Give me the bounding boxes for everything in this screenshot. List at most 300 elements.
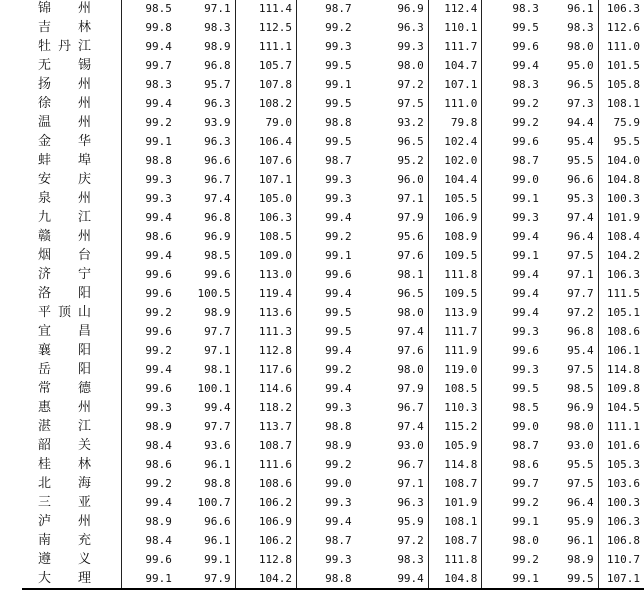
- index-value-cell: 104.4: [428, 170, 482, 189]
- index-value-cell: 108.5: [428, 379, 482, 398]
- index-value-cell: 96.7: [204, 173, 231, 186]
- index-value-cell: 104.0: [598, 151, 644, 170]
- index-value-cell: 98.5: [567, 382, 594, 395]
- index-value-cell: 99.1: [204, 553, 231, 566]
- index-value-cell: 99.5: [296, 303, 355, 322]
- index-value-cell: 93.0: [567, 439, 594, 452]
- city-name-cell: 济宁: [38, 267, 92, 282]
- index-value-cell: 99.1: [122, 569, 176, 589]
- index-value-cell: 98.0: [567, 420, 594, 433]
- index-value-cell: 104.2: [235, 569, 296, 589]
- index-value-cell: 99.6: [482, 37, 543, 56]
- index-value-cell: 98.0: [482, 531, 543, 550]
- index-value-cell: 99.3: [122, 398, 176, 417]
- index-value-cell: 104.2: [598, 246, 644, 265]
- index-value-cell: 96.0: [397, 173, 424, 186]
- table-row: [22, 265, 644, 284]
- index-value-cell: 107.6: [235, 151, 296, 170]
- index-value-cell: 98.7: [296, 151, 355, 170]
- index-value-cell: 97.2: [567, 306, 594, 319]
- index-value-cell: 108.4: [598, 227, 644, 246]
- index-value-cell: 97.4: [397, 420, 424, 433]
- index-value-cell: 98.8: [296, 417, 355, 436]
- index-value-cell: 104.5: [598, 398, 644, 417]
- index-value-cell: 105.5: [428, 189, 482, 208]
- index-value-cell: 96.8: [204, 211, 231, 224]
- index-value-cell: 110.7: [598, 550, 644, 569]
- city-name-cell: 襄阳: [38, 343, 92, 358]
- index-value-cell: 97.1: [204, 344, 231, 357]
- city-name-cell: 牡丹江: [38, 39, 92, 54]
- index-value-cell: 99.6: [204, 268, 231, 281]
- index-value-cell: 99.1: [122, 132, 176, 151]
- index-value-cell: 113.9: [428, 303, 482, 322]
- index-value-cell: 99.4: [482, 227, 543, 246]
- index-value-cell: 111.4: [235, 0, 296, 18]
- index-value-cell: 99.5: [296, 322, 355, 341]
- index-value-cell: 98.9: [122, 417, 176, 436]
- index-value-cell: 99.4: [122, 94, 176, 113]
- index-value-cell: 79.0: [235, 113, 296, 132]
- index-value-cell: 99.4: [122, 246, 176, 265]
- index-value-cell: 101.5: [598, 56, 644, 75]
- city-price-index-table: [22, 0, 644, 590]
- table-row: [22, 341, 644, 360]
- index-value-cell: 93.0: [397, 439, 424, 452]
- index-value-cell: 99.0: [482, 170, 543, 189]
- index-value-cell: 99.5: [296, 56, 355, 75]
- index-value-cell: 97.1: [397, 477, 424, 490]
- index-value-cell: 99.4: [204, 401, 231, 414]
- table-row: [22, 208, 644, 227]
- index-value-cell: 99.4: [356, 569, 429, 589]
- index-value-cell: 111.8: [428, 550, 482, 569]
- index-value-cell: 99.4: [296, 512, 355, 531]
- index-value-cell: 99.3: [482, 322, 543, 341]
- index-value-cell: 99.4: [122, 37, 176, 56]
- index-value-cell: 99.4: [482, 303, 543, 322]
- index-value-cell: 96.1: [204, 534, 231, 547]
- index-value-cell: 104.8: [598, 170, 644, 189]
- index-value-cell: 97.6: [397, 344, 424, 357]
- index-value-cell: 99.0: [296, 474, 355, 493]
- index-value-cell: 114.8: [428, 455, 482, 474]
- index-value-cell: 99.1: [482, 246, 543, 265]
- city-name-cell: 烟台: [38, 248, 92, 263]
- city-name-cell: 扬州: [38, 77, 92, 92]
- index-value-cell: 96.6: [204, 154, 231, 167]
- index-value-cell: 97.4: [397, 325, 424, 338]
- index-value-cell: 99.3: [296, 398, 355, 417]
- city-name-cell: 岳阳: [38, 362, 92, 377]
- city-name-cell: 常德: [38, 381, 92, 396]
- index-value-cell: 99.3: [296, 550, 355, 569]
- index-value-cell: 115.2: [428, 417, 482, 436]
- index-value-cell: 99.2: [122, 474, 176, 493]
- city-name-cell: 遵义: [38, 552, 92, 567]
- index-value-cell: 95.9: [567, 515, 594, 528]
- table-row: [22, 322, 644, 341]
- index-value-cell: 98.1: [397, 268, 424, 281]
- index-value-cell: 107.8: [235, 75, 296, 94]
- city-name-cell: 宜昌: [38, 324, 92, 339]
- index-value-cell: 97.5: [567, 363, 594, 376]
- index-value-cell: 95.5: [567, 458, 594, 471]
- index-value-cell: 114.6: [235, 379, 296, 398]
- index-value-cell: 99.2: [122, 303, 176, 322]
- index-value-cell: 99.3: [397, 40, 424, 53]
- index-value-cell: 99.3: [122, 189, 176, 208]
- index-value-cell: 93.9: [204, 116, 231, 129]
- table-row: [22, 189, 644, 208]
- index-value-cell: 99.4: [296, 284, 355, 303]
- index-value-cell: 99.6: [122, 265, 176, 284]
- index-value-cell: 98.6: [122, 227, 176, 246]
- index-value-cell: 99.3: [296, 170, 355, 189]
- index-value-cell: 99.2: [296, 455, 355, 474]
- index-value-cell: 98.9: [567, 553, 594, 566]
- index-value-cell: 96.5: [567, 78, 594, 91]
- index-value-cell: 95.4: [567, 135, 594, 148]
- index-value-cell: 99.1: [296, 75, 355, 94]
- index-value-cell: 96.3: [397, 496, 424, 509]
- index-value-cell: 93.2: [397, 116, 424, 129]
- index-value-cell: 97.1: [397, 192, 424, 205]
- index-value-cell: 111.7: [428, 37, 482, 56]
- index-value-cell: 96.3: [204, 135, 231, 148]
- index-value-cell: 99.2: [296, 18, 355, 37]
- index-value-cell: 109.5: [428, 246, 482, 265]
- city-name-cell: 徐州: [38, 96, 92, 111]
- city-name-cell: 泸州: [38, 514, 92, 529]
- index-value-cell: 100.5: [197, 287, 231, 300]
- index-value-cell: 111.1: [235, 37, 296, 56]
- city-name-cell: 大理: [22, 569, 122, 589]
- index-value-cell: 96.1: [567, 2, 594, 15]
- index-value-cell: 96.4: [567, 230, 594, 243]
- table-row: [22, 531, 644, 550]
- index-value-cell: 99.6: [296, 265, 355, 284]
- table-row: [22, 455, 644, 474]
- table-row: [22, 303, 644, 322]
- index-value-cell: 99.2: [122, 341, 176, 360]
- index-value-cell: 106.3: [598, 512, 644, 531]
- index-value-cell: 96.3: [397, 21, 424, 34]
- index-value-cell: 106.3: [598, 0, 644, 18]
- table-row: [22, 113, 644, 132]
- index-value-cell: 102.0: [428, 151, 482, 170]
- index-value-cell: 105.3: [598, 455, 644, 474]
- index-value-cell: 98.7: [482, 436, 543, 455]
- index-value-cell: 111.3: [235, 322, 296, 341]
- index-value-cell: 112.8: [235, 341, 296, 360]
- city-name-cell: 三亚: [38, 495, 92, 510]
- index-value-cell: 98.3: [567, 21, 594, 34]
- index-value-cell: 95.9: [397, 515, 424, 528]
- index-value-cell: 96.9: [567, 401, 594, 414]
- index-value-cell: 100.3: [598, 189, 644, 208]
- index-value-cell: 98.3: [482, 0, 543, 18]
- index-value-cell: 95.6: [397, 230, 424, 243]
- index-value-cell: 107.1: [598, 569, 644, 589]
- city-name-cell: 九江: [38, 210, 92, 225]
- table-row: [22, 379, 644, 398]
- index-value-cell: 98.9: [296, 436, 355, 455]
- table-row: [22, 246, 644, 265]
- index-value-cell: 97.5: [397, 97, 424, 110]
- table-row: [22, 284, 644, 303]
- index-value-cell: 99.2: [296, 360, 355, 379]
- table-row: [22, 37, 644, 56]
- index-value-cell: 119.0: [428, 360, 482, 379]
- index-value-cell: 98.7: [296, 531, 355, 550]
- index-value-cell: 98.9: [204, 306, 231, 319]
- city-name-cell: 泉州: [38, 191, 92, 206]
- index-value-cell: 96.7: [397, 401, 424, 414]
- index-value-cell: 105.0: [235, 189, 296, 208]
- index-value-cell: 96.8: [204, 59, 231, 72]
- index-value-cell: 108.1: [428, 512, 482, 531]
- index-value-cell: 108.9: [428, 227, 482, 246]
- index-value-cell: 98.7: [296, 0, 355, 18]
- index-value-cell: 100.7: [197, 496, 231, 509]
- table-row: [22, 436, 644, 455]
- city-name-cell: 平顶山: [38, 305, 92, 320]
- city-name-cell: 安庆: [38, 172, 92, 187]
- index-value-cell: 99.4: [122, 360, 176, 379]
- table-row: [22, 569, 644, 589]
- index-value-cell: 117.6: [235, 360, 296, 379]
- index-value-cell: 98.9: [122, 512, 176, 531]
- index-value-cell: 108.1: [598, 94, 644, 113]
- table-row: [22, 75, 644, 94]
- index-value-cell: 98.0: [397, 59, 424, 72]
- index-value-cell: 98.7: [482, 151, 543, 170]
- index-value-cell: 113.6: [235, 303, 296, 322]
- city-name-cell: 韶关: [38, 438, 92, 453]
- index-value-cell: 97.9: [397, 211, 424, 224]
- table-row: [22, 512, 644, 531]
- index-value-cell: 99.4: [482, 265, 543, 284]
- index-value-cell: 98.5: [482, 398, 543, 417]
- index-value-cell: 99.1: [482, 569, 543, 589]
- index-value-cell: 99.1: [296, 246, 355, 265]
- index-value-cell: 106.1: [598, 341, 644, 360]
- index-value-cell: 99.3: [296, 37, 355, 56]
- index-value-cell: 97.9: [176, 569, 235, 589]
- index-value-cell: 96.4: [567, 496, 594, 509]
- index-value-cell: 99.6: [122, 550, 176, 569]
- index-value-cell: 98.8: [204, 477, 231, 490]
- index-value-cell: 110.3: [428, 398, 482, 417]
- index-value-cell: 106.3: [598, 265, 644, 284]
- index-value-cell: 109.8: [598, 379, 644, 398]
- index-value-cell: 99.3: [482, 208, 543, 227]
- index-value-cell: 98.6: [122, 455, 176, 474]
- city-name-cell: 赣州: [38, 229, 92, 244]
- index-value-cell: 97.1: [567, 268, 594, 281]
- index-value-cell: 101.6: [598, 436, 644, 455]
- index-value-cell: 99.4: [296, 379, 355, 398]
- table-row: [22, 94, 644, 113]
- index-value-cell: 111.1: [598, 417, 644, 436]
- index-value-cell: 95.0: [567, 59, 594, 72]
- index-value-cell: 112.5: [235, 18, 296, 37]
- city-name-cell: 吉林: [38, 20, 92, 35]
- index-value-cell: 113.0: [235, 265, 296, 284]
- index-value-cell: 98.1: [204, 363, 231, 376]
- index-value-cell: 98.5: [122, 0, 176, 18]
- index-value-cell: 99.7: [122, 56, 176, 75]
- index-value-cell: 97.3: [567, 97, 594, 110]
- index-value-cell: 99.5: [296, 94, 355, 113]
- index-value-cell: 101.9: [598, 208, 644, 227]
- index-value-cell: 99.4: [482, 284, 543, 303]
- index-value-cell: 100.1: [197, 382, 231, 395]
- index-value-cell: 98.0: [397, 306, 424, 319]
- table-row: [22, 398, 644, 417]
- index-value-cell: 95.2: [397, 154, 424, 167]
- index-value-cell: 99.4: [296, 341, 355, 360]
- city-name-cell: 湛江: [38, 419, 92, 434]
- index-value-cell: 99.4: [122, 493, 176, 512]
- index-value-cell: 111.7: [428, 322, 482, 341]
- index-value-cell: 106.3: [235, 208, 296, 227]
- index-value-cell: 99.2: [482, 550, 543, 569]
- index-value-cell: 97.2: [397, 78, 424, 91]
- city-name-cell: 惠州: [38, 400, 92, 415]
- index-value-cell: 98.3: [397, 553, 424, 566]
- table-row: [22, 170, 644, 189]
- index-value-cell: 97.7: [567, 287, 594, 300]
- index-value-cell: 108.7: [235, 436, 296, 455]
- index-value-cell: 113.7: [235, 417, 296, 436]
- index-value-cell: 99.4: [482, 56, 543, 75]
- index-value-cell: 93.6: [204, 439, 231, 452]
- index-value-cell: 96.5: [397, 135, 424, 148]
- index-value-cell: 105.1: [598, 303, 644, 322]
- index-value-cell: 98.6: [482, 455, 543, 474]
- index-value-cell: 99.3: [482, 360, 543, 379]
- index-value-cell: 101.9: [428, 493, 482, 512]
- index-value-cell: 99.0: [482, 417, 543, 436]
- table-row: [22, 493, 644, 512]
- index-value-cell: 105.8: [598, 75, 644, 94]
- index-value-cell: 99.4: [122, 208, 176, 227]
- index-value-cell: 99.6: [122, 322, 176, 341]
- index-value-cell: 119.4: [235, 284, 296, 303]
- index-value-cell: 97.2: [397, 534, 424, 547]
- index-value-cell: 97.7: [204, 325, 231, 338]
- index-value-cell: 107.1: [235, 170, 296, 189]
- table-row: [22, 474, 644, 493]
- city-name-cell: 温州: [38, 115, 92, 130]
- index-value-cell: 114.8: [598, 360, 644, 379]
- index-value-cell: 105.9: [428, 436, 482, 455]
- table-row: [22, 417, 644, 436]
- table-row: [22, 227, 644, 246]
- index-value-cell: 95.5: [598, 132, 644, 151]
- table-row: [22, 56, 644, 75]
- index-value-cell: 97.5: [567, 477, 594, 490]
- index-value-cell: 105.7: [235, 56, 296, 75]
- index-value-cell: 111.5: [598, 284, 644, 303]
- index-value-cell: 99.3: [122, 170, 176, 189]
- index-value-cell: 108.7: [428, 531, 482, 550]
- index-value-cell: 108.5: [235, 227, 296, 246]
- index-value-cell: 99.5: [482, 18, 543, 37]
- index-value-cell: 99.5: [482, 379, 543, 398]
- index-value-cell: 98.4: [122, 531, 176, 550]
- index-value-cell: 106.8: [598, 531, 644, 550]
- index-value-cell: 95.5: [567, 154, 594, 167]
- index-value-cell: 109.5: [428, 284, 482, 303]
- index-value-cell: 98.8: [296, 113, 355, 132]
- index-value-cell: 97.4: [204, 192, 231, 205]
- index-value-cell: 95.7: [204, 78, 231, 91]
- index-value-cell: 96.8: [567, 325, 594, 338]
- index-value-cell: 75.9: [598, 113, 644, 132]
- index-value-cell: 98.5: [204, 249, 231, 262]
- index-value-cell: 96.9: [397, 2, 424, 15]
- index-value-cell: 79.8: [428, 113, 482, 132]
- index-value-cell: 102.4: [428, 132, 482, 151]
- index-value-cell: 100.3: [598, 493, 644, 512]
- index-value-cell: 97.7: [204, 420, 231, 433]
- index-value-cell: 104.7: [428, 56, 482, 75]
- index-value-cell: 98.8: [122, 151, 176, 170]
- table-row: [22, 550, 644, 569]
- index-value-cell: 112.4: [428, 0, 482, 18]
- index-value-cell: 99.2: [296, 227, 355, 246]
- index-value-cell: 95.4: [567, 344, 594, 357]
- city-name-cell: 金华: [38, 134, 92, 149]
- index-value-cell: 98.8: [296, 569, 355, 589]
- index-value-cell: 99.6: [122, 379, 176, 398]
- index-value-cell: 98.3: [482, 75, 543, 94]
- index-value-cell: 112.8: [235, 550, 296, 569]
- index-value-cell: 111.8: [428, 265, 482, 284]
- index-value-cell: 96.1: [204, 458, 231, 471]
- index-value-cell: 96.1: [567, 534, 594, 547]
- index-value-cell: 99.6: [482, 341, 543, 360]
- index-value-cell: 108.6: [235, 474, 296, 493]
- index-value-cell: 99.3: [296, 189, 355, 208]
- index-value-cell: 104.8: [428, 569, 482, 589]
- index-value-cell: 99.2: [482, 94, 543, 113]
- index-value-cell: 99.7: [482, 474, 543, 493]
- index-value-cell: 108.2: [235, 94, 296, 113]
- index-value-cell: 99.5: [296, 132, 355, 151]
- city-name-cell: 北海: [38, 476, 92, 491]
- table-row: [22, 360, 644, 379]
- index-value-cell: 97.5: [567, 249, 594, 262]
- index-value-cell: 110.1: [428, 18, 482, 37]
- index-value-cell: 118.2: [235, 398, 296, 417]
- index-value-cell: 106.2: [235, 531, 296, 550]
- index-value-cell: 107.1: [428, 75, 482, 94]
- index-value-cell: 111.0: [598, 37, 644, 56]
- index-value-cell: 96.6: [567, 173, 594, 186]
- city-name-cell: 蚌埠: [38, 153, 92, 168]
- index-value-cell: 99.5: [543, 569, 598, 589]
- index-value-cell: 97.6: [397, 249, 424, 262]
- index-value-cell: 103.6: [598, 474, 644, 493]
- index-value-cell: 94.4: [567, 116, 594, 129]
- index-value-cell: 97.4: [567, 211, 594, 224]
- city-name-cell: 南充: [38, 533, 92, 548]
- index-value-cell: 96.6: [204, 515, 231, 528]
